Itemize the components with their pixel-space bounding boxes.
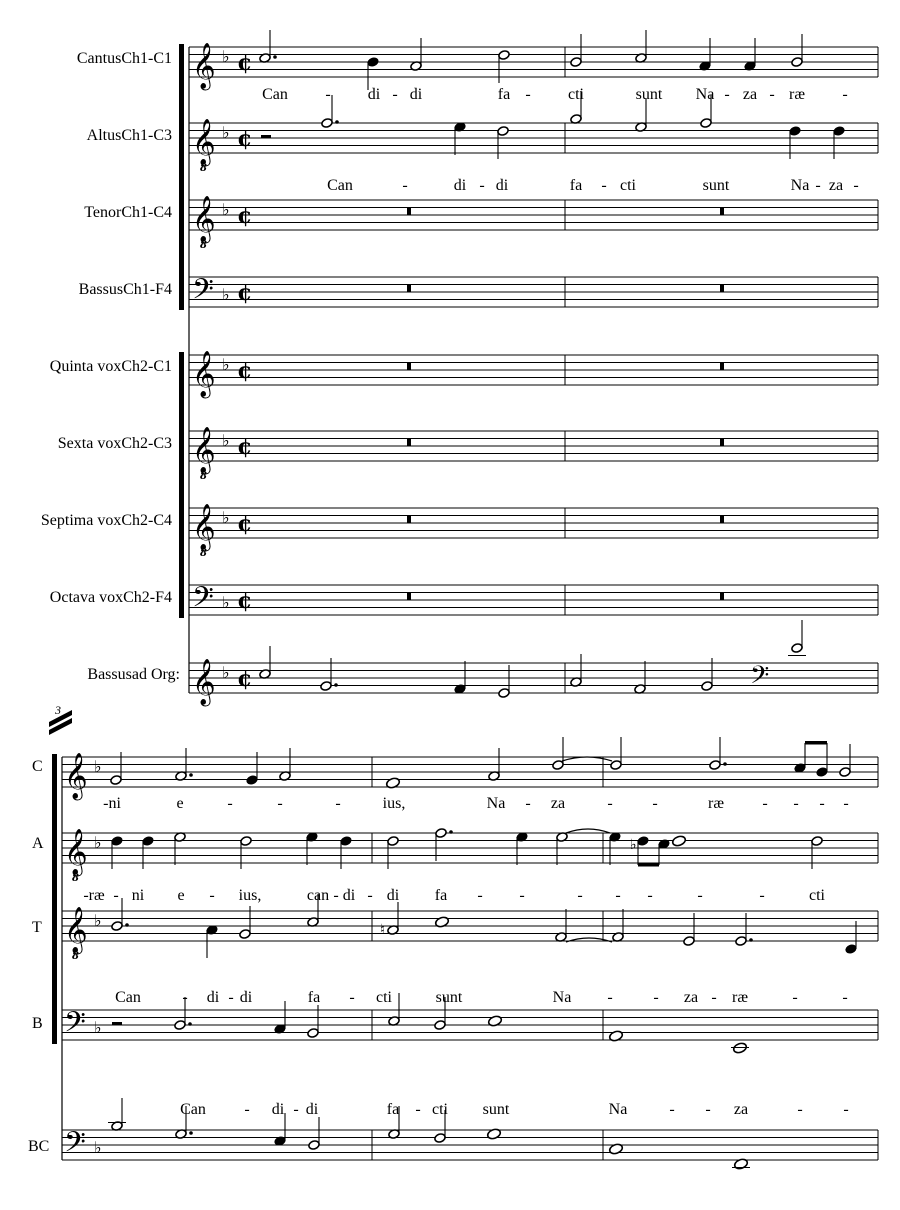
note-head xyxy=(683,936,695,947)
lyric-syllable: - xyxy=(853,177,859,194)
staff-label-bc: BC xyxy=(28,1138,50,1155)
lyric-syllable: - xyxy=(227,795,233,812)
lyric-syllable: di xyxy=(206,989,220,1006)
lyric-syllable: di xyxy=(271,1101,285,1118)
breve-rest xyxy=(407,285,411,293)
lyric-syllable: - xyxy=(182,989,188,1006)
staff-label-bassus: BassusCh1-F4 xyxy=(78,281,172,298)
cut-time-icon: ¢ xyxy=(237,434,253,460)
breve-rest xyxy=(407,363,411,371)
lyric-syllable: - xyxy=(519,887,525,904)
breve-rest xyxy=(720,363,724,371)
treble-clef-icon: 𝄞 xyxy=(192,659,216,705)
lyric-syllable: can xyxy=(306,887,330,904)
lyric-syllable: cti xyxy=(620,177,636,194)
cut-time-icon: ¢ xyxy=(237,126,253,152)
note-head xyxy=(111,921,123,932)
lyric-syllable: - xyxy=(843,795,849,812)
lyric-syllable: - xyxy=(724,86,730,103)
lyric-syllable: cti xyxy=(432,1101,448,1118)
lyric-syllable: - xyxy=(843,1101,849,1118)
half-rest xyxy=(112,1022,122,1025)
lyric-syllable: - xyxy=(607,795,613,812)
note-head xyxy=(240,836,252,847)
note-head xyxy=(367,57,379,68)
lyric-syllable: - xyxy=(759,887,765,904)
augmentation-dot xyxy=(189,773,193,777)
lyric-syllable: -ni xyxy=(103,795,121,812)
lyric-syllable: Na xyxy=(790,177,810,194)
lyric-syllable: - xyxy=(653,989,659,1006)
cut-time-icon: ¢ xyxy=(237,203,253,229)
cut-time-icon: ¢ xyxy=(237,511,253,537)
lyric-syllable: fa xyxy=(569,177,583,194)
lyric-syllable: - xyxy=(669,1101,675,1118)
tie-arc xyxy=(562,757,612,761)
lyric-syllable: di xyxy=(239,989,253,1006)
measure-number: 3 xyxy=(55,703,61,717)
lyric-syllable: - xyxy=(477,887,483,904)
note-head xyxy=(791,643,803,654)
lyric-syllable: - xyxy=(479,177,485,194)
lyric-syllable: Na xyxy=(695,86,715,103)
lyric-syllable: fa xyxy=(434,887,448,904)
lyric-syllable: - xyxy=(615,887,621,904)
lyric-syllable: cti xyxy=(809,887,825,904)
lyric-syllable: fa xyxy=(307,989,321,1006)
breve-rest xyxy=(407,208,411,216)
flat-icon: ♭ xyxy=(222,355,230,374)
treble-clef-icon: 𝄞 xyxy=(192,427,216,473)
lyric-syllable: - xyxy=(652,795,658,812)
lyric-syllable: Can xyxy=(327,177,353,194)
note-head xyxy=(671,835,686,848)
lyric-syllable: - xyxy=(607,989,613,1006)
flat-icon: ♭ xyxy=(222,431,230,450)
note-head xyxy=(789,126,801,137)
lyric-syllable: - xyxy=(113,887,119,904)
breve-rest xyxy=(720,285,724,293)
lyric-syllable: - xyxy=(819,795,825,812)
lyric-syllable: di xyxy=(342,887,356,904)
treble-clef-icon: 𝄞 xyxy=(192,196,216,242)
note-head xyxy=(833,126,845,137)
flat-icon: ♭ xyxy=(222,200,230,219)
staff-label-tenor: TenorCh1-C4 xyxy=(84,204,172,221)
lyric-syllable: - xyxy=(797,1101,803,1118)
note-head xyxy=(498,688,510,699)
note-head xyxy=(174,1020,186,1031)
flat-icon: ♭ xyxy=(222,663,230,682)
choir-bracket xyxy=(179,352,184,618)
augmentation-dot xyxy=(749,938,753,942)
lyric-syllable: - xyxy=(647,887,653,904)
flat-icon: ♭ xyxy=(94,833,102,852)
beam xyxy=(805,741,827,745)
flat-icon: ♭ xyxy=(222,285,230,304)
treble-clef-icon: 𝄞 xyxy=(192,504,216,550)
lyric-syllable: - xyxy=(842,989,848,1006)
note-head xyxy=(307,1028,319,1039)
note-head xyxy=(434,1133,446,1144)
lyric-syllable: Can xyxy=(180,1101,206,1118)
cut-time-icon: ¢ xyxy=(237,666,253,692)
augmentation-dot xyxy=(449,830,453,834)
lyric-syllable: - xyxy=(697,887,703,904)
lyric-syllable: cti xyxy=(568,86,584,103)
lyric-syllable: - xyxy=(277,795,283,812)
octave-eight-mark: 8 xyxy=(72,951,79,962)
note-head xyxy=(791,57,803,68)
flat-icon: ♭ xyxy=(94,757,102,776)
note-head xyxy=(435,828,447,839)
breve-rest xyxy=(407,593,411,601)
note-head xyxy=(845,944,857,955)
lyric-syllable: - xyxy=(793,795,799,812)
lyric-syllable: za xyxy=(733,1101,749,1118)
lyric-syllable: - xyxy=(705,1101,711,1118)
augmentation-dot xyxy=(334,683,338,687)
lyric-syllable: ni xyxy=(131,887,145,904)
lyric-syllable: ius, xyxy=(238,887,262,904)
lyric-syllable: Can xyxy=(115,989,141,1006)
lyric-syllable: e xyxy=(177,887,185,904)
flat-icon: ♭ xyxy=(222,47,230,66)
lyric-syllable: - xyxy=(402,177,408,194)
lyric-syllable: cti xyxy=(376,989,392,1006)
staff-label-organ: Bassusad Org: xyxy=(87,666,180,683)
note-head xyxy=(839,767,851,778)
tie-arc xyxy=(566,829,610,833)
lyric-syllable: sunt xyxy=(435,989,463,1006)
half-rest xyxy=(261,135,271,138)
lyric-syllable: di xyxy=(409,86,423,103)
octave-eight-mark: 8 xyxy=(200,471,207,482)
augmentation-dot xyxy=(125,923,129,927)
note-head xyxy=(142,836,154,847)
staff-label-t: T xyxy=(32,919,42,936)
note-head xyxy=(320,681,332,692)
lyric-syllable: ius, xyxy=(382,795,406,812)
octave-eight-mark: 8 xyxy=(200,240,207,251)
lyric-syllable: za xyxy=(683,989,699,1006)
treble-clef-icon: 𝄞 xyxy=(64,753,88,799)
lyric-syllable: Na xyxy=(608,1101,628,1118)
lyric-syllable: - xyxy=(415,1101,421,1118)
lyric-syllable: - xyxy=(525,795,531,812)
flat-icon: ♭ xyxy=(222,123,230,142)
cut-time-icon: ¢ xyxy=(237,358,253,384)
breve-rest xyxy=(720,208,724,216)
note-head xyxy=(434,1020,446,1031)
lyric-syllable: Na xyxy=(552,989,572,1006)
note-head xyxy=(498,50,510,61)
breve-rest xyxy=(407,516,411,524)
lyric-syllable: di xyxy=(386,887,400,904)
flat-icon: ♭ xyxy=(94,911,102,930)
lyric-syllable: za xyxy=(550,795,566,812)
staff-label-quinta: Quinta voxCh2-C1 xyxy=(49,358,172,375)
note-head xyxy=(570,57,582,68)
lyric-syllable: - xyxy=(228,989,234,1006)
breve-rest xyxy=(720,439,724,447)
bass-clef-icon: 𝄢 xyxy=(64,1006,86,1046)
lyric-syllable: di xyxy=(495,177,509,194)
augmentation-dot xyxy=(189,1131,193,1135)
lyric-syllable: - xyxy=(769,86,775,103)
augmentation-dot xyxy=(723,762,727,766)
lyric-syllable: - xyxy=(335,795,341,812)
staff-label-cantus: CantusCh1-C1 xyxy=(76,50,172,67)
note-head xyxy=(239,929,251,940)
treble-clef-icon: 𝄞 xyxy=(192,119,216,165)
note-head xyxy=(637,836,649,847)
lyric-syllable: - xyxy=(762,795,768,812)
augmentation-dot xyxy=(335,120,339,124)
note-head xyxy=(700,118,712,129)
octave-eight-mark: 8 xyxy=(200,548,207,559)
natural-icon: ♮ xyxy=(380,922,386,938)
lyric-syllable: za xyxy=(742,86,758,103)
beam xyxy=(638,863,659,867)
lyric-syllable: sunt xyxy=(482,1101,510,1118)
lyric-syllable: - xyxy=(293,1101,299,1118)
staff-label-octava: Octava voxCh2-F4 xyxy=(49,589,172,606)
bass-clef-icon: 𝄢 xyxy=(750,661,770,696)
augmentation-dot xyxy=(273,55,277,59)
lyric-syllable: - xyxy=(792,989,798,1006)
cut-time-icon: ¢ xyxy=(237,588,253,614)
lyric-syllable: - xyxy=(367,887,373,904)
lyric-syllable: - xyxy=(392,86,398,103)
lyric-syllable: - xyxy=(333,887,339,904)
lyric-syllable: sunt xyxy=(635,86,663,103)
lyric-syllable: ræ xyxy=(789,86,805,103)
octave-eight-mark: 8 xyxy=(200,163,207,174)
lyric-syllable: ræ xyxy=(732,989,748,1006)
cut-time-icon: ¢ xyxy=(237,280,253,306)
note-head xyxy=(816,767,828,778)
bass-clef-icon: 𝄢 xyxy=(192,581,214,621)
flat-icon: ♭ xyxy=(94,1138,102,1157)
staff-label-b: B xyxy=(32,1015,43,1032)
note-head xyxy=(308,1140,320,1151)
lyric-syllable: - xyxy=(244,1101,250,1118)
flat-icon: ♭ xyxy=(630,837,637,853)
note-head xyxy=(111,836,123,847)
lyric-syllable: di xyxy=(367,86,381,103)
lyric-syllable: di xyxy=(453,177,467,194)
note-head xyxy=(811,836,823,847)
note-head xyxy=(709,760,721,771)
bass-clef-icon: 𝄢 xyxy=(64,1126,86,1166)
breve-rest xyxy=(407,439,411,447)
treble-clef-icon: 𝄞 xyxy=(192,351,216,397)
note-head xyxy=(110,775,122,786)
flat-icon: ♭ xyxy=(222,508,230,527)
lyric-syllable: - xyxy=(815,177,821,194)
lyric-syllable: - xyxy=(209,887,215,904)
note-head xyxy=(735,936,747,947)
lyric-syllable: fa xyxy=(386,1101,400,1118)
lyric-syllable: - xyxy=(711,989,717,1006)
lyric-syllable: - xyxy=(349,989,355,1006)
augmentation-dot xyxy=(188,1022,192,1026)
lyric-syllable: Na xyxy=(486,795,506,812)
note-head xyxy=(340,836,352,847)
lyric-syllable: - xyxy=(525,86,531,103)
lyric-syllable: di xyxy=(305,1101,319,1118)
treble-clef-icon: 𝄞 xyxy=(64,907,88,953)
note-head xyxy=(497,126,509,137)
lyric-syllable: fa xyxy=(497,86,511,103)
lyric-syllable: - xyxy=(325,86,331,103)
note-head xyxy=(321,118,333,129)
note-head xyxy=(701,681,713,692)
staff-label-a: A xyxy=(32,835,44,852)
breve-rest xyxy=(720,593,724,601)
lyric-syllable: e xyxy=(176,795,184,812)
flat-icon: ♭ xyxy=(94,1018,102,1037)
lyric-syllable: -ræ xyxy=(83,887,105,904)
lyric-syllable: sunt xyxy=(702,177,730,194)
staff-label-sexta: Sexta voxCh2-C3 xyxy=(57,435,172,452)
lyric-syllable: - xyxy=(601,177,607,194)
treble-clef-icon: 𝄞 xyxy=(192,43,216,89)
staff-label-septima: Septima voxCh2-C4 xyxy=(40,512,172,529)
treble-clef-icon: 𝄞 xyxy=(64,829,88,875)
lyric-syllable: ræ xyxy=(708,795,724,812)
lyric-syllable: Can xyxy=(262,86,288,103)
lyric-syllable: za xyxy=(828,177,844,194)
octave-eight-mark: 8 xyxy=(72,873,79,884)
note-head xyxy=(387,836,399,847)
choir-bracket xyxy=(52,754,57,1044)
cut-time-icon: ¢ xyxy=(237,50,253,76)
choir-bracket xyxy=(179,44,184,310)
lyric-syllable: - xyxy=(842,86,848,103)
note-head xyxy=(246,775,258,786)
flat-icon: ♭ xyxy=(222,593,230,612)
breve-rest xyxy=(720,516,724,524)
staff-label-c: C xyxy=(32,758,43,775)
bass-clef-icon: 𝄢 xyxy=(192,273,214,313)
lyric-syllable: - xyxy=(577,887,583,904)
staff-label-altus: AltusCh1-C3 xyxy=(86,127,172,144)
